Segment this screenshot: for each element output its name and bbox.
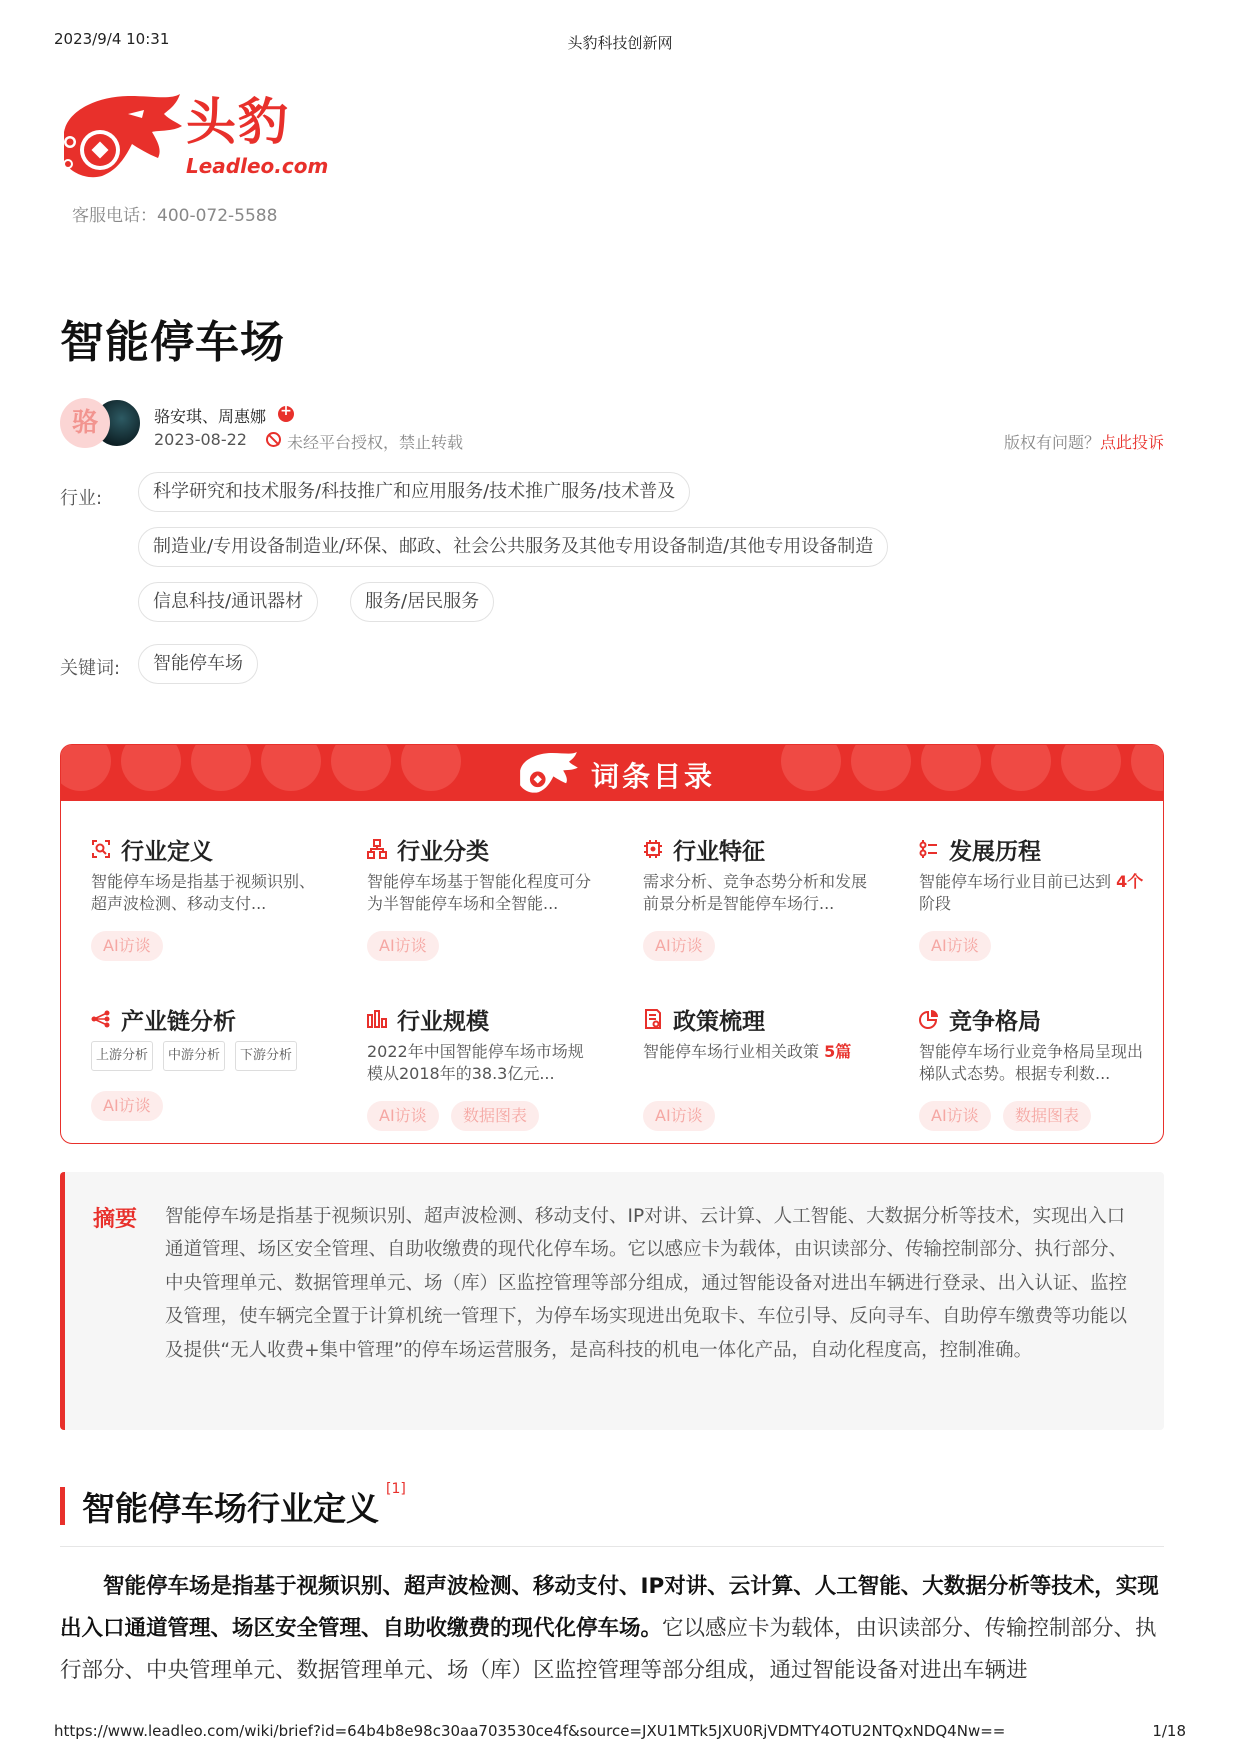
ai-interview-button[interactable]: AI访谈 (91, 931, 163, 961)
search-doc-icon (91, 839, 111, 859)
ai-interview-button[interactable]: AI访谈 (919, 1101, 991, 1131)
toc-item-name: 行业分类 (397, 839, 489, 865)
toc-item-name: 产业链分析 (121, 1009, 236, 1035)
keywords-label: 关键词: (60, 658, 121, 679)
toc-card (60, 744, 1164, 1144)
toc-item-name: 行业定义 (121, 839, 213, 865)
toc-item-desc: 智能停车场是指基于视频识别、超声波检测、移动支付... (91, 872, 316, 913)
pie-chart-icon (919, 1009, 939, 1029)
ai-interview-button[interactable]: AI访谈 (643, 931, 715, 961)
ai-interview-button[interactable]: AI访谈 (919, 931, 991, 961)
policy-count: 5篇 (824, 1042, 852, 1061)
bar-chart-icon (367, 1009, 387, 1029)
section-body-bold: 智能停车场是指基于视频识别、超声波检测、移动支付、IP对讲、云计算、人工智能、大数据分析等技术，实现出入口通道管理、场区安全管理、自助收缴费的现代化停车场。 (60, 1574, 1159, 1641)
reprint-restriction: 未经平台授权，禁止转载 (287, 433, 464, 452)
toc-title: 词条目录 (591, 760, 716, 793)
summary-text: 智能停车场是指基于视频识别、超声波检测、移动支付、IP对讲、云计算、人工智能、大数据分析等技术，实现出入口通道管理、场区安全管理、自助收缴费的现代化停车场。它以感应卡为载体，由识读部分、传输控制部分、执行部分、中央管理单元、数据管理单元、场（库）区监控管理等部分组成，通过智能设备对进出车辆进行登录、出入认证、监控及管理，使车辆完全置于计算机统一管理下，为停车场实现进出免取卡、车位引导、反向寻车、自助停车缴费等功能以及提供“无人收费+集中管理”的停车场运营服务，是高科技的机电一体化产品，自动化程度高，控制准确。 (165, 1206, 1128, 1361)
leopard-head-icon (58, 92, 184, 182)
keyword-tag[interactable]: 智能停车场 (138, 644, 258, 684)
toc-item-desc-text: 智能停车场行业相关政策 (643, 1042, 825, 1061)
industry-tag[interactable]: 科学研究和技术服务/科技推广和应用服务/技术推广服务/技术普及 (138, 472, 690, 512)
ai-interview-button[interactable]: AI访谈 (91, 1091, 163, 1121)
author-bar (60, 398, 1164, 456)
data-chart-button[interactable]: 数据图表 (1003, 1101, 1091, 1131)
service-phone-label: 客服电话： (72, 206, 157, 226)
timeline-icon (919, 839, 939, 859)
ai-interview-button[interactable]: AI访谈 (367, 931, 439, 961)
stage-count: 4个 (1116, 872, 1144, 891)
verified-icon (278, 406, 294, 422)
brand-name-en: Leadleo.com (186, 154, 329, 178)
toc-item-desc: 2022年中国智能停车场市场规模从2018年的38.3亿元... (367, 1042, 584, 1083)
toc-item-name: 行业规模 (397, 1009, 489, 1035)
print-header (54, 30, 1186, 54)
brand-name-cn: 头豹 (186, 93, 290, 151)
chip-icon (643, 839, 663, 859)
section-accent-bar (60, 1487, 65, 1525)
industry-tag[interactable]: 服务/居民服务 (350, 582, 494, 622)
toc-item-name: 竞争格局 (949, 1009, 1041, 1035)
summary-label: 摘要 (93, 1207, 138, 1232)
toc-item-desc: 智能停车场行业竞争格局呈现出梯队式态势。根据专利数... (919, 1042, 1144, 1083)
toc-item-desc-text: 智能停车场行业目前已达到 (919, 872, 1117, 891)
publish-date: 2023-08-22 (154, 430, 247, 449)
toc-item-desc (643, 1041, 873, 1063)
ai-interview-button[interactable]: AI访谈 (367, 1101, 439, 1131)
section-divider (60, 1546, 1164, 1547)
data-chart-button[interactable]: 数据图表 (451, 1101, 539, 1131)
toc-item-name: 行业特征 (673, 839, 765, 865)
industry-tag[interactable]: 制造业/专用设备制造业/环保、邮政、社会公共服务及其他专用设备制造/其他专用设备制造 (138, 527, 888, 567)
author-names[interactable]: 骆安琪、周惠娜 (154, 407, 267, 426)
print-datetime: 2023/9/4 10:31 (54, 30, 170, 48)
toc-banner (61, 745, 1163, 801)
page-title: 智能停车场 (60, 317, 285, 368)
toc-item-desc (919, 871, 1149, 915)
ai-interview-button[interactable]: AI访谈 (643, 1101, 715, 1131)
toc-item-desc-text: 阶段 (919, 894, 952, 913)
section-body-text: 它以感应卡为载体，由识读部分、传输控制部分、执行部分、中央管理单元、数据管理单元、场（库）区监控管理等部分组成，通过智能设备对进出车辆进 (60, 1616, 1157, 1683)
copyright-question-text: 版权有问题？ (1003, 433, 1100, 452)
chain-icon (91, 1009, 111, 1029)
leopard-head-icon (517, 751, 579, 795)
section-title: 智能停车场行业定义 (82, 1489, 379, 1528)
industry-tag[interactable]: 信息科技/通讯器材 (138, 582, 318, 622)
toc-item-name: 发展历程 (949, 839, 1041, 865)
industry-label: 行业: (60, 488, 103, 509)
section-body (60, 1566, 1164, 1694)
page-number: 1/18 (1152, 1722, 1186, 1740)
copyright-question (1004, 430, 1164, 453)
service-phone (72, 201, 277, 226)
midstream-analysis-tag[interactable]: 中游分析 (163, 1041, 225, 1071)
service-phone-number: 400-072-5588 (157, 206, 278, 226)
avatar[interactable]: 骆 (60, 398, 110, 448)
toc-item-desc: 需求分析、竞争态势分析和发展前景分析是智能停车场行... (643, 872, 868, 913)
hierarchy-icon (367, 839, 387, 859)
policy-doc-icon (643, 1009, 663, 1029)
prohibited-icon (266, 432, 281, 447)
upstream-analysis-tag[interactable]: 上游分析 (91, 1041, 153, 1071)
leadleo-logo[interactable] (58, 92, 329, 192)
complaint-link[interactable]: 点此投诉 (1099, 433, 1164, 452)
summary-box (60, 1172, 1164, 1430)
page-url: https://www.leadleo.com/wiki/brief?id=64b4b8e98c30aa703530ce4f&source=JXU1MTk5JXU0RjVDMTY4OTU2NTQxNDQ4Nw== (54, 1722, 1006, 1740)
toc-item-desc: 智能停车场基于智能化程度可分为半智能停车场和全智能... (367, 872, 592, 913)
toc-item-name: 政策梳理 (673, 1009, 765, 1035)
print-site-title: 头豹科技创新网 (567, 34, 673, 52)
reference-link[interactable]: [1] (386, 1481, 406, 1497)
downstream-analysis-tag[interactable]: 下游分析 (235, 1041, 297, 1071)
print-footer (54, 1722, 1186, 1746)
